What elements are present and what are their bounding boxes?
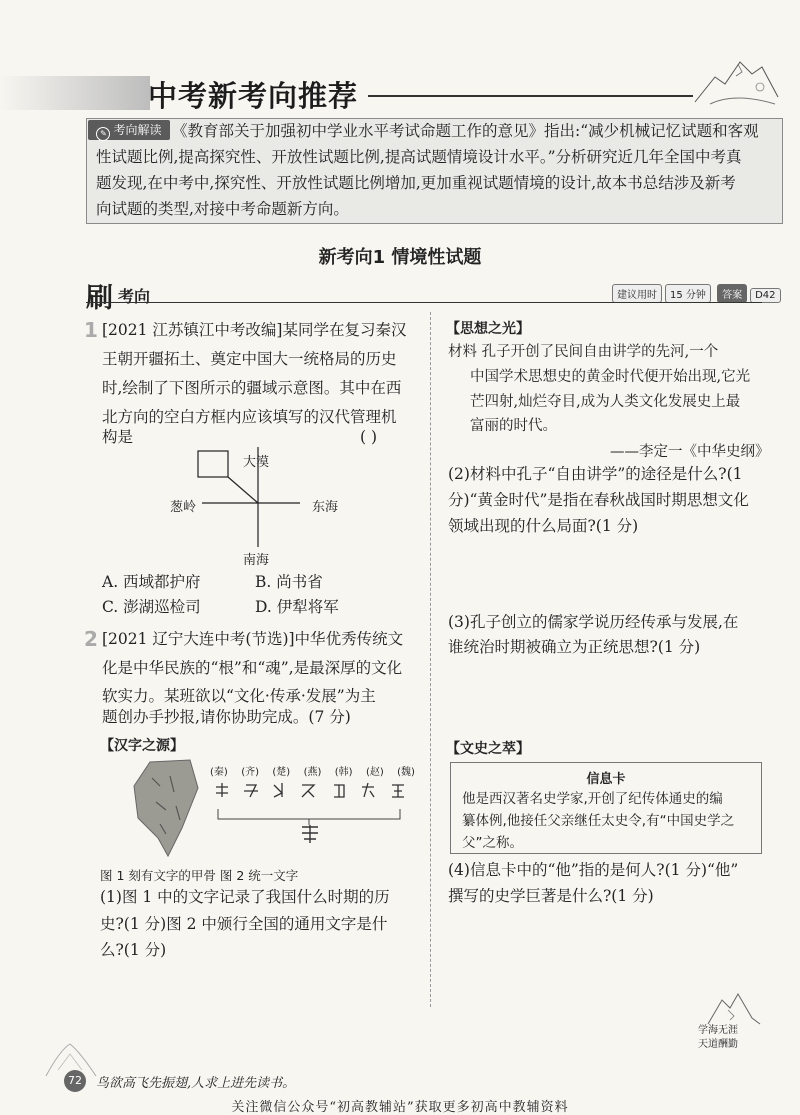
q1-line: 北方向的空白方框内应该填写的汉代管理机 xyxy=(102,408,397,426)
option-b: B. 尚书省 xyxy=(255,573,323,591)
subsection-heading: 【思想之光】 xyxy=(446,321,530,337)
info-card-line: 父”之称。 xyxy=(462,835,523,851)
decoration-caption-line-1: 学海无涯 xyxy=(698,1025,738,1036)
top-rule xyxy=(86,302,762,303)
subsection-heading: 【文史之萃】 xyxy=(446,741,530,757)
map-label-west: 葱岭 xyxy=(170,500,197,515)
section-title: 新考向1 情境性试题 xyxy=(318,247,482,268)
q2-sub2-line: 领域出现的什么局面?(1 分) xyxy=(448,517,639,535)
time-label: 建议用时 xyxy=(612,284,662,303)
mountain-illustration-icon xyxy=(690,52,780,112)
answer-label: 答案 xyxy=(717,284,747,303)
intro-line: 《教育部关于加强初中学业水平考试命题工作的意见》指出:“减少机械记忆试题和客观 xyxy=(172,122,759,140)
intro-line: 向试题的类型,对接中考命题新方向。 xyxy=(96,200,349,218)
intro-tag xyxy=(88,120,170,140)
intro-line: 性试题比例,提高探究性、开放性试题比例,提高试题情境设计水平。”分析研究近几年全国中考真 xyxy=(96,148,742,166)
state-label: (楚) xyxy=(272,767,291,778)
q2-line: 题创办手抄报,请你协助完成。(7 分) xyxy=(102,708,351,726)
info-card-title: 信息卡 xyxy=(586,772,626,787)
banner-rule xyxy=(368,95,693,97)
meta-bar xyxy=(612,284,784,303)
figure-caption: 图 1 刻有文字的甲骨 图 2 统一文字 xyxy=(100,868,299,883)
footer-slogan: 鸟欲高飞先振翅,人求上进先读书。 xyxy=(96,1076,296,1091)
territory-map xyxy=(180,447,380,567)
material-source: ——李定一《中华史纲》 xyxy=(610,444,770,460)
q2-line: 软实力。某班欲以“文化·传承·发展”为主 xyxy=(102,687,376,705)
unified-script-figure xyxy=(210,763,415,845)
answer-page: D42 xyxy=(750,288,780,303)
state-label: (燕) xyxy=(303,767,322,778)
decoration-caption xyxy=(698,1024,738,1052)
time-value: 15 分钟 xyxy=(665,284,711,303)
bookmark-icon: ✎ xyxy=(96,127,110,141)
oracle-bone-image xyxy=(130,758,202,858)
footer-ad: 关注微信公众号“初高教辅站”获取更多初高中教辅资料 xyxy=(231,1100,569,1115)
question-number: 1 xyxy=(84,318,98,342)
decoration-caption-line-2: 天道酬勤 xyxy=(698,1039,738,1050)
qin-script-glyph-icon xyxy=(296,823,326,845)
intro-tag-label: 考向解读 xyxy=(113,123,162,137)
option-a: A. 西域都护府 xyxy=(102,573,201,591)
state-label: (赵) xyxy=(365,767,384,778)
q2-sub3-line: (3)孔子创立的儒家学说历经传承与发展,在 xyxy=(448,613,739,631)
q2-sub2-line: (2)材料中孔子“自由讲学”的途径是什么?(1 xyxy=(448,465,743,483)
practice-mark: 刷 xyxy=(86,283,113,314)
q2-sub4-line: (4)信息卡中的“他”指的是何人?(1 分)“他” xyxy=(448,861,739,879)
banner-gradient xyxy=(0,76,150,110)
state-label: (齐) xyxy=(241,767,259,778)
column-divider xyxy=(430,312,431,1007)
ancient-glyphs-icon xyxy=(210,779,415,819)
q1-line: [2021 江苏镇江中考改编]某同学在复习秦汉 xyxy=(102,321,407,339)
question-number: 2 xyxy=(84,627,98,651)
map-label-east: 东海 xyxy=(312,500,339,515)
info-card-line: 纂体例,他接任父亲继任太史令,有“中国史学之 xyxy=(462,813,735,829)
q2-sub1-line: 史?(1 分)图 2 中颁行全国的通用文字是什 xyxy=(100,915,388,933)
page-number: 72 xyxy=(64,1070,86,1092)
q2-sub3-line: 谁统治时期被确立为正统思想?(1 分) xyxy=(448,638,701,656)
q2-sub4-line: 撰写的史学巨著是什么?(1 分) xyxy=(448,887,654,905)
option-c: C. 澎湖巡检司 xyxy=(102,598,201,616)
q1-line: 构是 xyxy=(102,428,134,446)
state-labels xyxy=(210,763,415,778)
q2-sub1-line: 么?(1 分) xyxy=(100,941,167,959)
q1-line: 王朝开疆拓土、奠定中国大一统格局的历史 xyxy=(102,350,397,368)
q1-line: 时,绘制了下图所示的疆域示意图。其中在西 xyxy=(102,379,402,397)
state-label: (秦) xyxy=(210,767,228,778)
answer-paren: ( ) xyxy=(360,428,378,446)
material-line: 中国学术思想史的黄金时代便开始出现,它光 xyxy=(470,369,751,385)
material-line: 富丽的时代。 xyxy=(470,418,557,434)
material-line: 材料 孔子开创了民间自由讲学的先河,一个 xyxy=(448,344,719,360)
map-label-south: 南海 xyxy=(243,553,270,568)
subsection-heading: 【汉字之源】 xyxy=(100,738,184,754)
state-label: (韩) xyxy=(334,767,353,778)
intro-line: 题发现,在中考中,探究性、开放性试题比例增加,更加重视试题情境的设计,故本书总结涉及新考 xyxy=(96,174,736,192)
info-card-line: 他是西汉著名史学家,开创了纪传体通史的编 xyxy=(462,791,723,807)
map-label-north: 大漠 xyxy=(243,455,270,470)
q2-sub2-line: 分)“黄金时代”是指在春秋战国时期思想文化 xyxy=(448,491,749,509)
material-line: 芒四射,灿烂夺目,成为人类文化发展史上最 xyxy=(470,394,741,410)
q2-sub1-line: (1)图 1 中的文字记录了我国什么时期的历 xyxy=(100,888,390,906)
banner-title: 中考新考向推荐 xyxy=(148,79,359,113)
q2-line: [2021 辽宁大连中考(节选)]中华优秀传统文 xyxy=(102,630,404,648)
state-label: (魏) xyxy=(397,767,415,778)
option-d: D. 伊犁将军 xyxy=(255,598,339,616)
practice-label: 考向 xyxy=(118,287,151,306)
q2-line: 化是中华民族的“根”和“魂”,是最深厚的文化 xyxy=(102,659,403,677)
